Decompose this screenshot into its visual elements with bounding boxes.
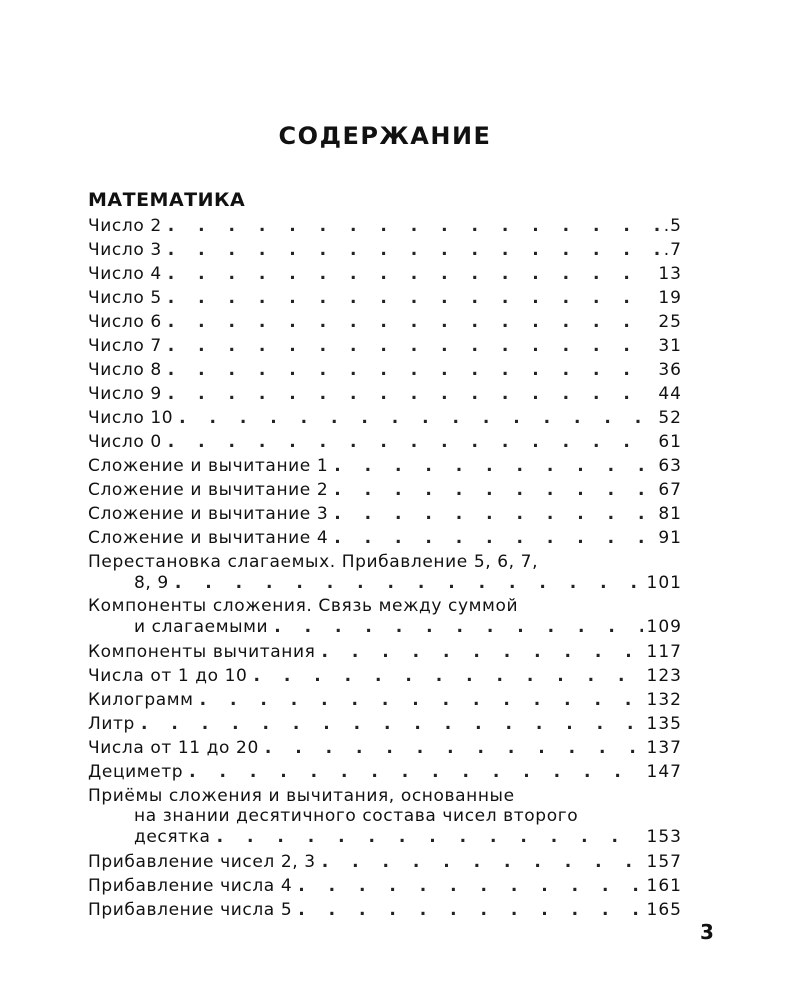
dot-leader (334, 478, 654, 502)
dot-leader (168, 238, 660, 262)
toc-entry (88, 640, 682, 664)
toc-entry-title-line: на знании десятичного состава чисел второго (134, 806, 579, 826)
toc-entry (88, 736, 682, 760)
table-of-contents (88, 188, 682, 922)
toc-entry-title: Число 6 (88, 312, 162, 332)
toc-entry-title: Прибавление числа 4 (88, 876, 293, 896)
toc-entry-page: 13 (658, 264, 682, 284)
toc-entry (88, 214, 682, 238)
toc-entry-title: Число 10 (88, 408, 174, 428)
toc-entry-multiline (88, 786, 682, 848)
toc-entry-title: Сложение и вычитание 1 (88, 456, 329, 476)
toc-entry-title-line: Перестановка слагаемых. Прибавление 5, 6, 7, (88, 552, 539, 572)
dot-leader (168, 382, 655, 406)
toc-entry (88, 286, 682, 310)
dot-leader (253, 664, 642, 688)
dot-leader (298, 874, 642, 898)
toc-entry-title: Сложение и вычитание 2 (88, 480, 329, 500)
page-number: 3 (700, 920, 714, 944)
dot-leader (322, 850, 643, 874)
toc-entry (88, 262, 682, 286)
toc-entry-page: 157 (646, 852, 682, 872)
toc-entry-last-line (88, 572, 682, 594)
dot-leader (274, 616, 642, 638)
toc-entry-title: Прибавление числа 5 (88, 900, 293, 920)
dot-leader (179, 406, 654, 430)
toc-entry-title: Килограмм (88, 690, 194, 710)
toc-entry (88, 526, 682, 550)
toc-entry-title: Сложение и вычитание 3 (88, 504, 329, 524)
toc-entry-title: Литр (88, 714, 135, 734)
toc-entry-title-line: 8, 9 (134, 573, 169, 593)
toc-entry-title: Прибавление чисел 2, 3 (88, 852, 316, 872)
page-title: СОДЕРЖАНИЕ (278, 122, 492, 150)
toc-entry (88, 760, 682, 784)
toc-entry-last-line (88, 616, 682, 638)
toc-entry-title: Сложение и вычитание 4 (88, 528, 329, 548)
toc-entry-multiline (88, 552, 682, 594)
toc-entry-page: 137 (646, 738, 682, 758)
toc-entry-page: 67 (658, 480, 682, 500)
dot-leader (189, 760, 642, 784)
toc-entry-title: Число 9 (88, 384, 162, 404)
toc-entry-page: 147 (646, 762, 682, 782)
dot-leader (168, 358, 655, 382)
toc-entry-page: 61 (658, 432, 682, 452)
toc-entry (88, 406, 682, 430)
toc-entry-title: Число 7 (88, 336, 162, 356)
toc-entry (88, 712, 682, 736)
toc-entry-title-line: и слагаемыми (134, 617, 269, 637)
dot-leader (334, 526, 654, 550)
toc-entry-page: 123 (646, 666, 682, 686)
toc-entry (88, 688, 682, 712)
toc-entry (88, 664, 682, 688)
section-heading: МАТЕМАТИКА (88, 189, 246, 211)
toc-entry-page: 101 (646, 573, 682, 593)
toc-entry (88, 430, 682, 454)
toc-entry (88, 898, 682, 922)
dot-leader (168, 334, 655, 358)
toc-entry-page: 153 (646, 827, 682, 847)
toc-entry (88, 334, 682, 358)
dot-leader (141, 712, 643, 736)
dot-leader (217, 826, 643, 848)
dot-leader (334, 502, 654, 526)
toc-entry-page: 81 (658, 504, 682, 524)
toc-entry-title: Числа от 11 до 20 (88, 738, 259, 758)
dot-leader (298, 898, 642, 922)
dot-leader (175, 572, 643, 594)
toc-entry (88, 310, 682, 334)
toc-entry (88, 358, 682, 382)
toc-entry-title: Числа от 1 до 10 (88, 666, 248, 686)
toc-entry-page: 135 (646, 714, 682, 734)
toc-entry-multiline (88, 596, 682, 638)
toc-entry-title: Число 4 (88, 264, 162, 284)
toc-entry-page: .7 (663, 240, 682, 260)
toc-entry-title-line: Компоненты сложения. Связь между суммой (88, 596, 519, 616)
dot-leader (168, 286, 655, 310)
dot-leader (200, 688, 643, 712)
dot-leader (168, 214, 660, 238)
toc-entry-title: Компоненты вычитания (88, 642, 316, 662)
toc-entry-page: 52 (658, 408, 682, 428)
dot-leader (168, 262, 655, 286)
toc-entry-page: 132 (646, 690, 682, 710)
toc-entry-page: 63 (658, 456, 682, 476)
toc-entry (88, 502, 682, 526)
toc-entry-title: Число 3 (88, 240, 162, 260)
dot-leader (168, 430, 655, 454)
toc-entry-page: 117 (646, 642, 682, 662)
toc-entry-page: 44 (658, 384, 682, 404)
toc-entry (88, 382, 682, 406)
toc-entry-page: 19 (658, 288, 682, 308)
toc-entry-title-line: десятка (134, 827, 211, 847)
toc-entry (88, 454, 682, 478)
toc-entry (88, 850, 682, 874)
toc-entry-page: 161 (646, 876, 682, 896)
toc-entry-page: 25 (658, 312, 682, 332)
dot-leader (265, 736, 643, 760)
dot-leader (168, 310, 655, 334)
toc-entry-last-line (88, 826, 682, 848)
toc-entry (88, 874, 682, 898)
toc-entry-page: 31 (658, 336, 682, 356)
toc-entry-title: Дециметр (88, 762, 184, 782)
toc-entry (88, 238, 682, 262)
toc-entry (88, 478, 682, 502)
toc-entry-page: 165 (646, 900, 682, 920)
toc-entry-title: Число 0 (88, 432, 162, 452)
dot-leader (334, 454, 654, 478)
toc-entry-title-line: Приёмы сложения и вычитания, основанные (88, 786, 515, 806)
toc-entry-page: 36 (658, 360, 682, 380)
toc-entry-page: .5 (663, 216, 682, 236)
dot-leader (321, 640, 642, 664)
toc-entry-title: Число 8 (88, 360, 162, 380)
toc-entry-page: 91 (658, 528, 682, 548)
toc-entry-title: Число 5 (88, 288, 162, 308)
toc-entry-title: Число 2 (88, 216, 162, 236)
toc-entry-page: 109 (646, 617, 682, 637)
